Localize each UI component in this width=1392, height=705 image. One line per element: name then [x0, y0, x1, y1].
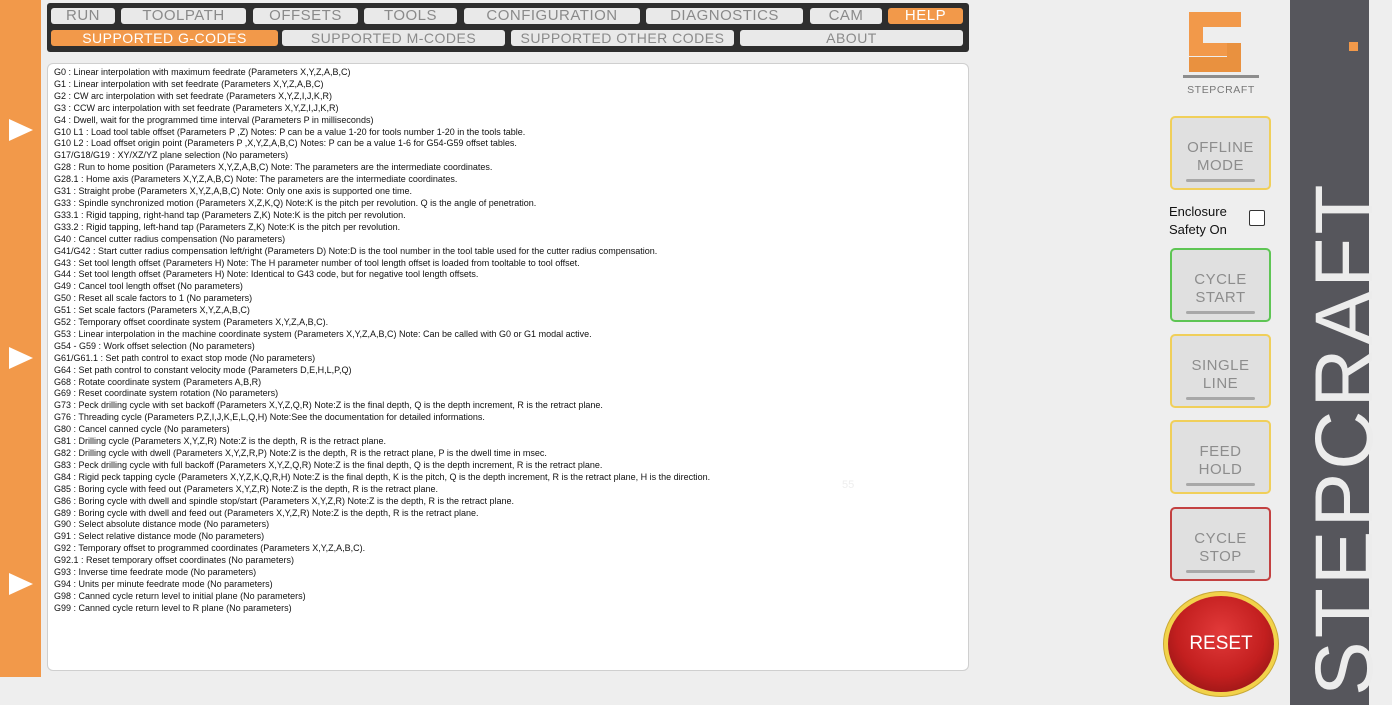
expand-arrow-icon[interactable] [9, 119, 33, 141]
single-line-button[interactable] [1170, 334, 1271, 408]
code-line: G44 : Set tool length offset (Parameters H) Note: Identical to G43 code, but for negative tool length offsets. [54, 269, 479, 280]
code-line: G17/G18/G19 : XY/XZ/YZ plane selection (No parameters) [54, 150, 289, 161]
code-line: G76 : Threading cycle (Parameters P,Z,I,J,K,E,L,Q,H) Note:See the documentation for detailed informations. [54, 412, 485, 423]
code-line: G81 : Drilling cycle (Parameters X,Y,Z,R) Note:Z is the depth, R is the retract plane. [54, 436, 386, 447]
feed-hold-label: FEED HOLD [1198, 443, 1243, 478]
feed-hold-button[interactable] [1170, 420, 1271, 494]
offline-mode-button[interactable] [1170, 116, 1271, 190]
code-line: G41/G42 : Start cutter radius compensation left/right (Parameters D) Note:D is the tool number in the tool table used for the cutter radius compensation. [54, 245, 658, 256]
code-line: G0 : Linear interpolation with maximum feedrate (Parameters X,Y,Z,A,B,C) [54, 67, 351, 77]
code-line: G10 L2 : Load offset origin point (Parameters P ,X,Y,Z,A,B,C) Notes: P can be a value 1-6 for G54-G59 offset tables. [54, 138, 517, 149]
code-line: G33.1 : Rigid tapping, right-hand tap (Parameters Z,K) Note:K is the pitch per revolution. [54, 209, 406, 220]
cycle-stop-label: CYCLE STOP [1194, 530, 1247, 565]
subtab-about[interactable]: ABOUT [740, 30, 963, 46]
cycle-start-button[interactable] [1170, 248, 1271, 322]
code-line: G28 : Run to home position (Parameters X,Y,Z,A,B,C) Note: The parameters are the intermediate coordinates. [54, 162, 493, 173]
brand-sidebar [1290, 0, 1390, 705]
offline-mode-label: OFFLINE MODE [1187, 139, 1254, 174]
cycle-stop-button[interactable] [1170, 507, 1271, 581]
enclosure-label-line2: Safety On [1169, 222, 1227, 237]
subtab-supported-m-codes[interactable]: SUPPORTED M-CODES [282, 30, 505, 46]
code-line: G49 : Cancel tool length offset (No parameters) [54, 281, 243, 292]
code-line: G31 : Straight probe (Parameters X,Y,Z,A,B,C) Note: Only one axis is supported one time. [54, 186, 413, 197]
enclosure-label-line1: Enclosure [1169, 204, 1227, 219]
code-line: G93 : Inverse time feedrate mode (No parameters) [54, 567, 257, 578]
tab-cam[interactable]: CAM [810, 8, 882, 24]
code-line: G33 : Spindle synchronized motion (Parameters X,Z,K,Q) Note:K is the pitch per revolution. Q is the angle of penetration. [54, 197, 537, 208]
code-line: G28.1 : Home axis (Parameters X,Y,Z,A,B,C) Note: The parameters are the intermediate coordinates. [54, 174, 458, 185]
code-line: G86 : Boring cycle with dwell and spindle stop/start (Parameters X,Y,Z,R) Note:Z is the depth, R is the retract plane. [54, 495, 515, 506]
code-line: G73 : Peck drilling cycle with set backoff (Parameters X,Y,Z,Q,R) Note:Z is the final depth, Q is the depth increment, R is the retract plane. [54, 400, 603, 411]
cycle-start-label: CYCLE START [1194, 271, 1247, 306]
code-line: G82 : Drilling cycle with dwell (Parameters X,Y,Z,R,P) Note:Z is the depth, R is the retract plane, P is the dwell time in msec. [54, 448, 547, 458]
code-line: G54 - G59 : Work offset selection (No parameters) [54, 340, 255, 351]
code-line: G91 : Select relative distance mode (No parameters) [54, 531, 265, 542]
g-code-list-panel[interactable] [47, 63, 969, 671]
logo-text: STEPCRAFT [1187, 84, 1255, 96]
code-line: G92 : Temporary offset to programmed coordinates (Parameters X,Y,Z,A,B,C). [54, 543, 366, 554]
subtab-supported-g-codes[interactable]: SUPPORTED G-CODES [51, 30, 278, 46]
code-line: G92.1 : Reset temporary offset coordinates (No parameters) [54, 555, 294, 566]
code-line: G80 : Cancel canned cycle (No parameters) [54, 424, 230, 435]
code-line: G94 : Units per minute feedrate mode (No parameters) [54, 578, 273, 589]
expand-arrow-icon[interactable] [9, 573, 33, 595]
g-code-list [54, 67, 968, 615]
tab-run[interactable]: RUN [51, 8, 115, 24]
left-accent-strip [0, 0, 41, 677]
expand-arrow-icon[interactable] [9, 347, 33, 369]
code-line: G68 : Rotate coordinate system (Parameters A,B,R) [54, 376, 262, 387]
code-line: G3 : CCW arc interpolation with set feedrate (Parameters X,Y,Z,I,J,K,R) [54, 102, 339, 113]
code-line: G61/G61.1 : Set path control to exact stop mode (No parameters) [54, 352, 316, 363]
tab-offsets[interactable]: OFFSETS [253, 8, 358, 24]
code-line: G64 : Set path control to constant velocity mode (Parameters D,E,H,L,P,Q) [54, 364, 352, 375]
code-line: G53 : Linear interpolation in the machine coordinate system (Parameters X,Y,Z,A,B,C) Note: Can be called with G0 or G1 modal active. [54, 328, 592, 339]
tab-diagnostics[interactable]: DIAGNOSTICS [646, 8, 803, 24]
code-line: G50 : Reset all scale factors to 1 (No parameters) [54, 293, 253, 304]
tab-toolpath[interactable]: TOOLPATH [121, 8, 246, 24]
code-line: G52 : Temporary offset coordinate system (Parameters X,Y,Z,A,B,C). [54, 317, 329, 328]
code-line: G43 : Set tool length offset (Parameters H) Note: The H parameter number of tool length offset is loaded from tooltable to tool offset. [54, 257, 580, 268]
code-line: G98 : Canned cycle return level to initial plane (No parameters) [54, 590, 306, 601]
subtab-supported-other-codes[interactable]: SUPPORTED OTHER CODES [511, 30, 734, 46]
code-line: G51 : Set scale factors (Parameters X,Y,Z,A,B,C) [54, 305, 250, 316]
tab-help[interactable]: HELP [888, 8, 963, 24]
enclosure-safety-checkbox[interactable] [1249, 210, 1265, 226]
single-line-label: SINGLE LINE [1191, 357, 1250, 392]
code-line: G89 : Boring cycle with dwell and feed out (Parameters X,Y,Z,R) Note:Z is the depth, R is the retract plane. [54, 507, 479, 518]
code-line: G10 L1 : Load tool table offset (Parameters P ,Z) Notes: P can be a value 1-20 for tools number 1-20 in the tools table. [54, 126, 526, 137]
code-line: G99 : Canned cycle return level to R plane (No parameters) [54, 602, 292, 613]
tab-configuration[interactable]: CONFIGURATION [464, 8, 640, 24]
brand-vertical-text: STEPCRAFT [1299, 181, 1390, 696]
brand-dot [1349, 42, 1358, 51]
main-navigation [47, 3, 969, 52]
faint-number: 55 [842, 479, 855, 491]
code-line: G2 : CW arc interpolation with set feedrate (Parameters X,Y,Z,I,J,K,R) [54, 90, 332, 101]
code-line: G33.2 : Rigid tapping, left-hand tap (Parameters Z,K) Note:K is the pitch per revolution. [54, 221, 401, 232]
code-line: G84 : Rigid peck tapping cycle (Parameters X,Y,Z,K,Q,R,H) Note:Z is the final depth, K is the pitch, Q is the depth increment, R is the retract plane, H is the direction. [54, 471, 711, 482]
enclosure-safety-label [1169, 203, 1227, 239]
code-line: G40 : Cancel cutter radius compensation (No parameters) [54, 233, 286, 244]
code-line: G85 : Boring cycle with feed out (Parameters X,Y,Z,R) Note:Z is the depth, R is the retract plane. [54, 483, 439, 494]
code-line: G4 : Dwell, wait for the programmed time interval (Parameters P in milliseconds) [54, 114, 374, 125]
code-line: G69 : Reset coordinate system rotation (No parameters) [54, 388, 279, 399]
code-line: G83 : Peck drilling cycle with full backoff (Parameters X,Y,Z,Q,R) Note:Z is the final depth, Q is the depth increment, R is the retract plane. [54, 459, 603, 470]
code-line: G90 : Select absolute distance mode (No parameters) [54, 519, 270, 530]
reset-button[interactable]: RESET [1168, 596, 1274, 692]
code-line: G1 : Linear interpolation with set feedrate (Parameters X,Y,Z,A,B,C) [54, 78, 324, 89]
tab-tools[interactable]: TOOLS [364, 8, 457, 24]
